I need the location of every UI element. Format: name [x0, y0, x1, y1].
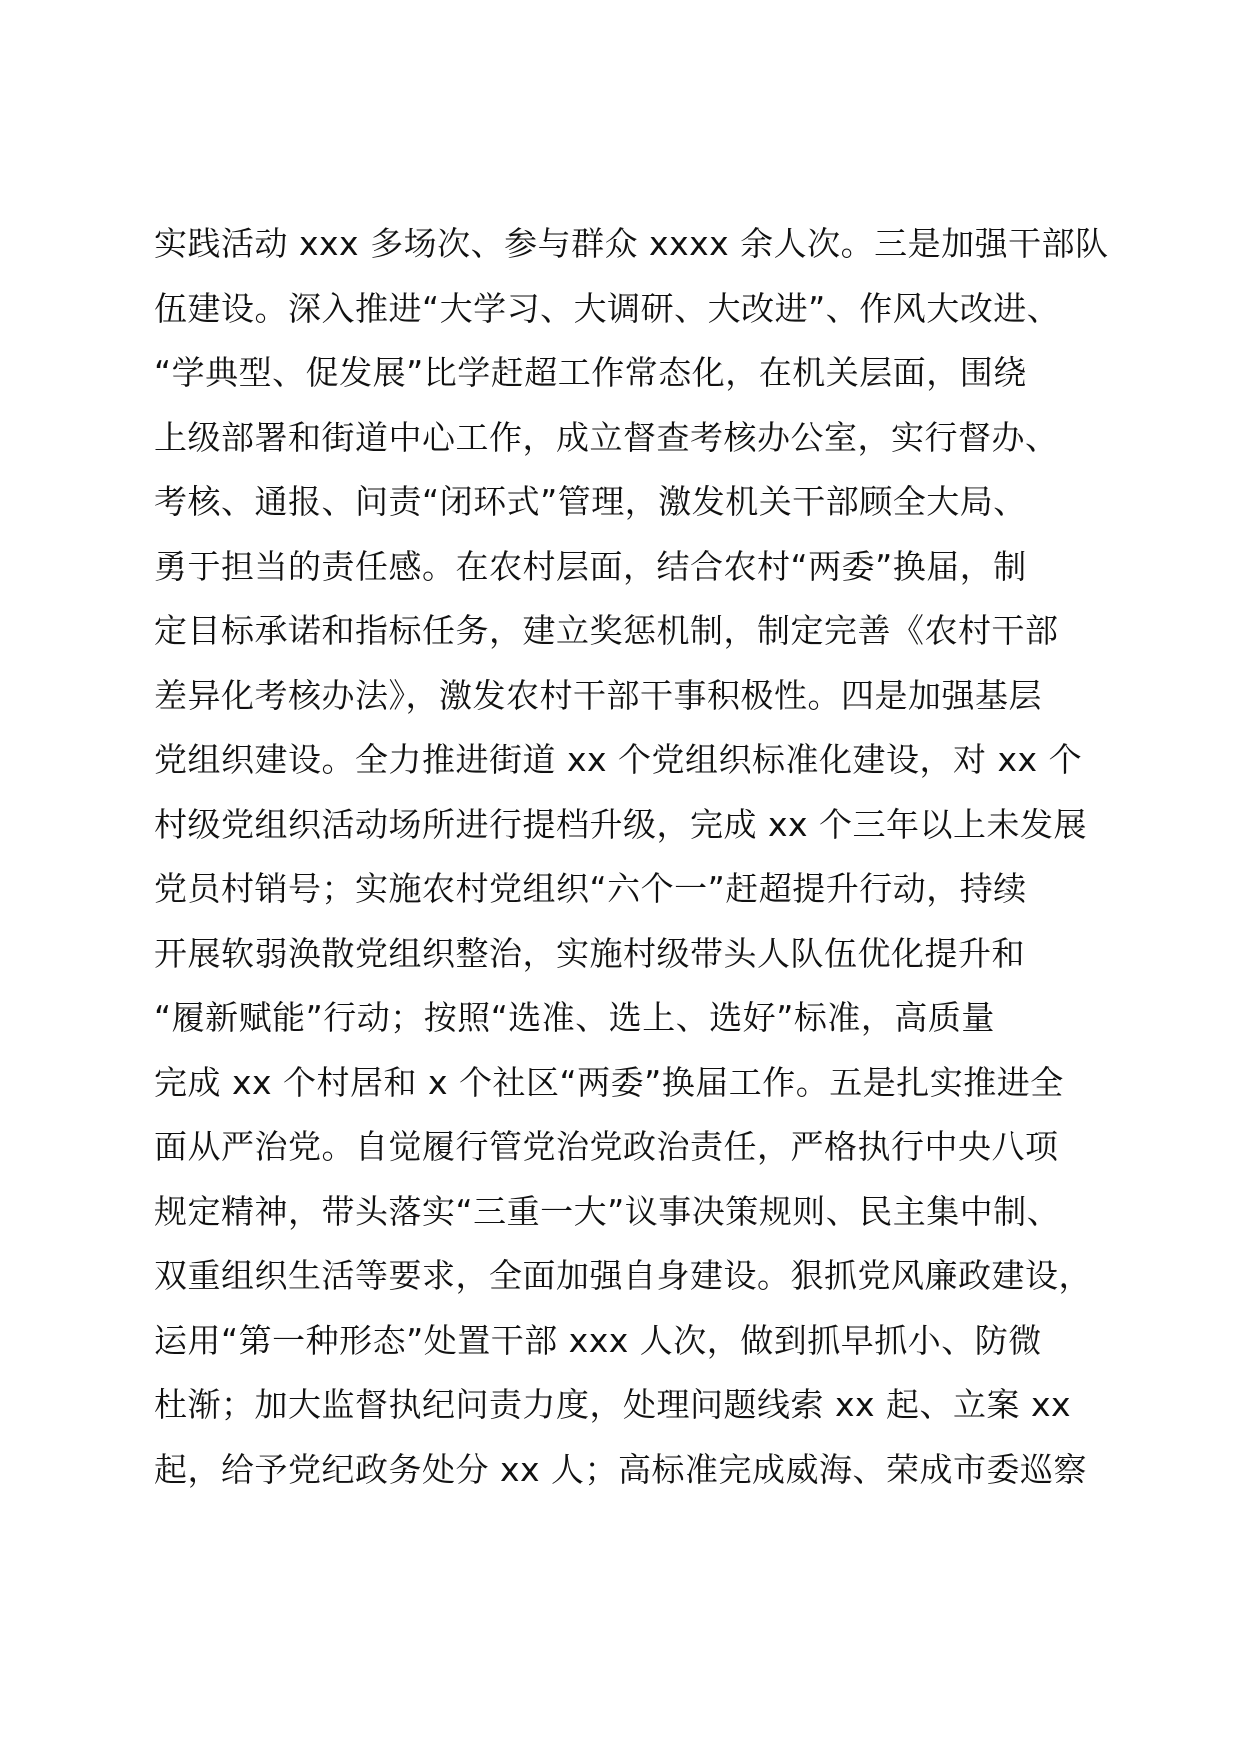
body-paragraph — [154, 212, 1114, 1502]
text-line: 定目标承诺和指标任务，建立奖惩机制，制定完善《农村干部 — [154, 611, 1059, 650]
text-line: 规定精神，带头落实“三重一大”议事决策规则、民主集中制、 — [154, 1191, 1061, 1231]
text-line: 开展软弱涣散党组织整治，实施村级带头人队伍优化提升和 — [154, 933, 1025, 973]
text-line: 村级党组织活动场所进行提档升级，完成 xx 个三年以上未发展 — [154, 804, 1088, 844]
text-line: 杜渐；加大监督执纪问责力度，处理问题线索 xx 起、立案 xx — [154, 1385, 1072, 1424]
text-line: 勇于担当的责任感。在农村层面，结合农村“两委”换届，制 — [154, 546, 1027, 586]
text-line: 双重组织生活等要求，全面加强自身建设。狠抓党风廉政建设， — [154, 1256, 1092, 1295]
text-line: 差异化考核办法》，激发农村干部干事积极性。四是加强基层 — [154, 675, 1042, 715]
text-line: 起，给予党纪政务处分 xx 人；高标准完成威海、荣成市委巡察 — [154, 1449, 1088, 1489]
text-line: 党员村销号；实施农村党组织“六个一”赶超提升行动，持续 — [154, 869, 1027, 908]
text-line: “履新赋能”行动；按照“选准、选上、选好”标准，高质量 — [154, 998, 995, 1037]
text-line: “学典型、促发展”比学赶超工作常态化，在机关层面，围绕 — [154, 353, 1027, 392]
text-line: 面从严治党。自觉履行管党治党政治责任，严格执行中央八项 — [154, 1127, 1059, 1166]
text-line: 党组织建设。全力推进街道 xx 个党组织标准化建设，对 xx 个 — [154, 740, 1083, 779]
text-line: 上级部署和街道中心工作，成立督查考核办公室，实行督办、 — [154, 417, 1059, 457]
text-line: 考核、通报、问责“闭环式”管理，激发机关干部顾全大局、 — [154, 482, 1027, 521]
text-line: 实践活动 xxx 多场次、参与群众 xxxx 余人次。三是加强干部队 — [154, 224, 1109, 263]
text-line: 完成 xx 个村居和 x 个社区“两委”换届工作。五是扎实推进全 — [154, 1062, 1064, 1102]
text-line: 运用“第一种形态”处置干部 xxx 人次，做到抓早抓小、防微 — [154, 1320, 1042, 1360]
text-line: 伍建设。深入推进“大学习、大调研、大改进”、作风大改进、 — [154, 288, 1061, 328]
